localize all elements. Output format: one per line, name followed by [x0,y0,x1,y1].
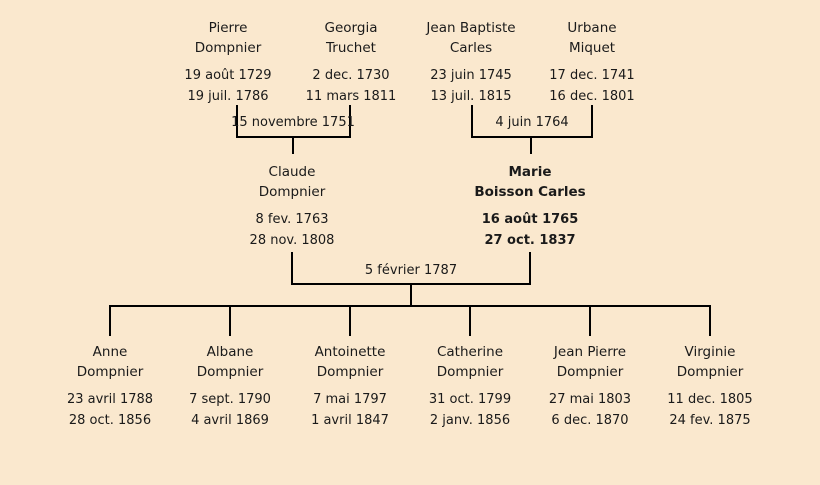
death-date: 1 avril 1847 [311,413,389,428]
person-name-line2: Dompnier [436,364,504,380]
person-name-line1: Marie [508,164,552,180]
death-date: 16 dec. 1801 [549,89,635,104]
birth-date: 11 dec. 1805 [667,392,753,407]
birth-date: 19 août 1729 [184,68,272,83]
death-date: 28 oct. 1856 [68,413,152,428]
person-name-line1: Urbane [567,20,617,36]
person-marie-boisson-carles [445,162,615,251]
death-date: 4 avril 1869 [191,413,269,428]
person-virginie-dompnier [625,342,795,431]
birth-date: 2 dec. 1730 [312,68,390,83]
death-date: 11 mars 1811 [305,89,397,104]
birth-date: 7 sept. 1790 [189,392,271,407]
person-name-line1: Catherine [436,344,504,360]
person-name-line2: Dompnier [676,364,744,380]
person-name-line1: Anne [92,344,128,360]
children-connector [110,306,710,336]
person-name-line2: Dompnier [194,40,262,56]
person-name-line2: Dompnier [556,364,624,380]
person-urbane-miquet [507,18,677,107]
birth-date: 16 août 1765 [481,212,579,227]
death-date: 28 nov. 1808 [249,233,335,248]
person-name-line2: Dompnier [196,364,264,380]
person-name-line1: Pierre [208,20,248,36]
birth-date: 23 avril 1788 [66,392,154,407]
person-name-line1: Claude [268,164,316,180]
person-name-line2: Boisson Carles [474,184,586,200]
person-name-line2: Dompnier [76,364,144,380]
birth-date: 23 juin 1745 [430,68,512,83]
birth-date: 8 fev. 1763 [255,212,329,227]
death-date: 2 janv. 1856 [429,413,511,428]
marriage-date-1751: 15 novembre 1751 [231,115,355,130]
person-name-line1: Virginie [684,344,736,360]
death-date: 19 juil. 1786 [187,89,269,104]
birth-date: 7 mai 1797 [313,392,387,407]
death-date: 27 oct. 1837 [484,233,576,248]
person-name-line2: Truchet [326,40,376,56]
person-claude-dompnier [207,162,377,251]
person-name-line1: Georgia [324,20,378,36]
birth-date: 31 oct. 1799 [428,392,512,407]
marriage-date-1787: 5 février 1787 [364,263,458,278]
person-name-line1: Jean Baptiste [426,20,516,36]
person-name-line2: Dompnier [316,364,384,380]
person-name-line1: Antoinette [314,344,386,360]
death-date: 6 dec. 1870 [551,413,629,428]
death-date: 24 fev. 1875 [669,413,751,428]
person-name-line1: Albane [206,344,254,360]
birth-date: 17 dec. 1741 [549,68,635,83]
person-name-line2: Carles [449,40,493,56]
person-name-line1: Jean Pierre [553,344,627,360]
person-name-line2: Miquet [568,40,616,56]
birth-date: 27 mai 1803 [548,392,632,407]
marriage-date-1764: 4 juin 1764 [495,115,569,130]
person-name-line2: Dompnier [258,184,326,200]
death-date: 13 juil. 1815 [430,89,512,104]
